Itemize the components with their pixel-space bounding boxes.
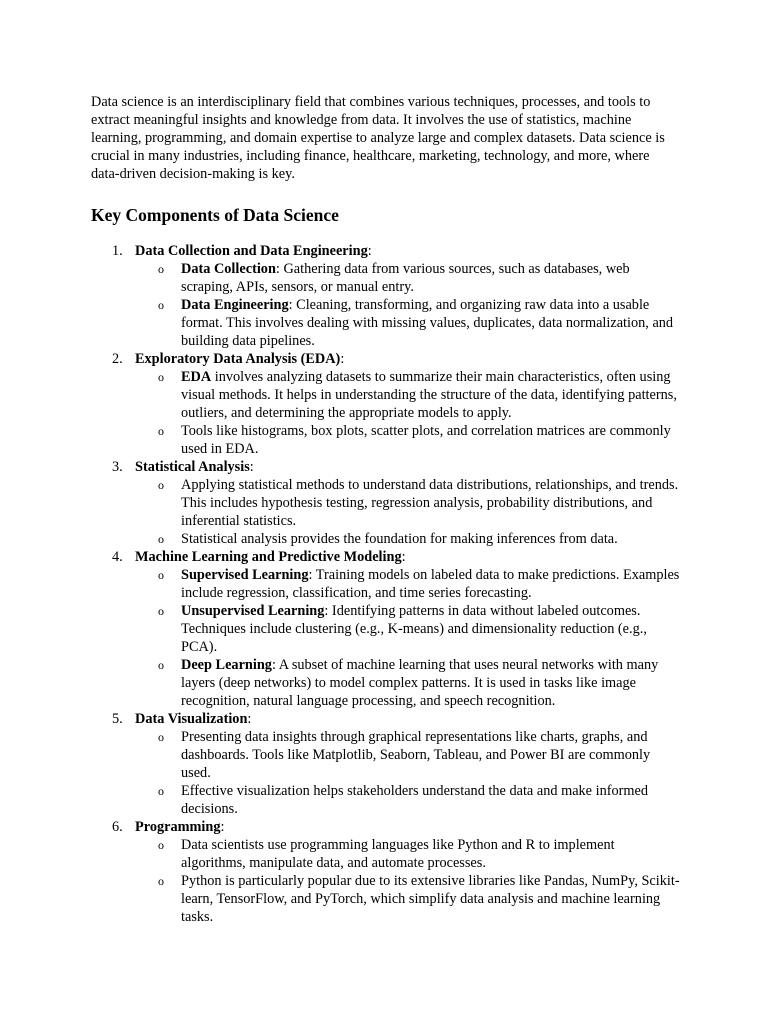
section-item — [91, 818, 681, 926]
hollow-bullet-icon: o — [158, 424, 164, 438]
list-item — [135, 602, 681, 656]
section-points — [135, 368, 681, 458]
point-text: : Identifying patterns in data without labeled outcomes. Techniques include clustering (e.g., K-means) and dimensionality reduction (e.g., PCA). — [181, 603, 647, 655]
hollow-bullet-icon: o — [158, 262, 164, 276]
document-page — [91, 93, 681, 926]
section-number: 4. — [112, 549, 123, 565]
point-term: Unsupervised Learning — [181, 603, 325, 619]
section-points — [135, 728, 681, 818]
list-item — [135, 566, 681, 602]
point-term: Data Collection — [181, 261, 276, 277]
section-number: 1. — [112, 243, 123, 259]
section-points — [135, 260, 681, 350]
hollow-bullet-icon: o — [158, 658, 164, 672]
hollow-bullet-icon: o — [158, 298, 164, 312]
section-points — [135, 566, 681, 710]
point-text: : Cleaning, transforming, and organizing raw data into a usable format. This involves dealing with missing values, duplicates, data normalization, and building data pipelines. — [181, 297, 674, 349]
point-text: Python is particularly popular due to its extensive libraries like Pandas, NumPy, Scikit-learn, TensorFlow, and PyTorch, which simplify data analysis and machine learning tasks. — [181, 873, 680, 925]
point-text: Tools like histograms, box plots, scatter plots, and correlation matrices are commonly used in EDA. — [181, 423, 671, 457]
hollow-bullet-icon: o — [158, 838, 164, 852]
point-text: : Gathering data from various sources, such as databases, web scraping, APIs, sensors, or manual entry. — [181, 261, 630, 295]
section-title: Statistical Analysis — [135, 459, 250, 475]
point-text: Statistical analysis provides the foundation for making inferences from data. — [181, 531, 618, 547]
section-title: Data Visualization — [135, 711, 248, 727]
point-term: EDA — [181, 369, 212, 385]
list-item — [135, 728, 681, 782]
intro-paragraph: Data science is an interdisciplinary field that combines various techniques, processes, and tools to extract meaningful insights and knowledge from data. It involves the use of statistics, machine learning, programming, and domain expertise to analyze large and complex datasets. Data science is crucial in many industries, including finance, healthcare, marketing, technology, and more, where data-driven decision-making is key. — [91, 94, 665, 182]
point-term: Deep Learning — [181, 657, 272, 673]
point-text: : A subset of machine learning that uses neural networks with many layers (deep networks) to model complex patterns. It is used in tasks like image recognition, natural language processing, and speech recognition. — [181, 657, 659, 709]
hollow-bullet-icon: o — [158, 370, 164, 384]
section-title-colon: : — [340, 351, 345, 367]
hollow-bullet-icon: o — [158, 478, 164, 492]
section-item — [91, 242, 681, 350]
point-text: Presenting data insights through graphical representations like charts, graphs, and dashboards. Tools like Matplotlib, Seaborn, Tableau, and Power BI are commonly used. — [181, 729, 651, 781]
hollow-bullet-icon: o — [158, 784, 164, 798]
point-term: Data Engineering — [181, 297, 289, 313]
list-item — [135, 782, 681, 818]
point-term: Supervised Learning — [181, 567, 309, 583]
section-points — [135, 836, 681, 926]
point-text: : Training models on labeled data to make predictions. Examples include regression, classification, and time series forecasting. — [181, 567, 680, 601]
list-item — [135, 368, 681, 422]
hollow-bullet-icon: o — [158, 532, 164, 546]
section-item — [91, 350, 681, 458]
section-title-colon: : — [249, 459, 254, 475]
list-item — [135, 296, 681, 350]
section-heading: Key Components of Data Science — [91, 205, 339, 225]
list-item — [135, 530, 681, 548]
list-item — [135, 836, 681, 872]
section-title: Programming — [135, 819, 221, 835]
list-item — [135, 422, 681, 458]
section-item — [91, 458, 681, 548]
point-text: Effective visualization helps stakeholders understand the data and make informed decisions. — [181, 783, 649, 817]
list-item — [135, 872, 681, 926]
list-item — [135, 656, 681, 710]
section-number: 5. — [112, 711, 123, 727]
point-text: involves analyzing datasets to summarize their main characteristics, often using visual methods. It helps in understanding the structure of the data, identifying patterns, outliers, and determining the appropriate models to apply. — [181, 369, 677, 421]
section-points — [135, 476, 681, 548]
section-title-colon: : — [220, 819, 225, 835]
section-item — [91, 548, 681, 710]
section-title-colon: : — [401, 549, 406, 565]
components-list — [91, 242, 681, 926]
hollow-bullet-icon: o — [158, 874, 164, 888]
point-text: Data scientists use programming languages like Python and R to implement algorithms, manipulate data, and automate processes. — [181, 837, 615, 871]
section-item — [91, 710, 681, 818]
section-title: Data Collection and Data Engineering — [135, 243, 368, 259]
section-title: Exploratory Data Analysis (EDA) — [135, 351, 341, 367]
list-item — [135, 476, 681, 530]
point-text: Applying statistical methods to understand data distributions, relationships, and trends. This includes hypothesis testing, regression analysis, probability distributions, and inferential statistics. — [181, 477, 679, 529]
list-item — [135, 260, 681, 296]
section-number: 3. — [112, 459, 123, 475]
hollow-bullet-icon: o — [158, 730, 164, 744]
section-title: Machine Learning and Predictive Modeling — [135, 549, 402, 565]
hollow-bullet-icon: o — [158, 604, 164, 618]
section-title-colon: : — [367, 243, 372, 259]
section-number: 6. — [112, 819, 123, 835]
hollow-bullet-icon: o — [158, 568, 164, 582]
section-title-colon: : — [247, 711, 252, 727]
section-number: 2. — [112, 351, 123, 367]
